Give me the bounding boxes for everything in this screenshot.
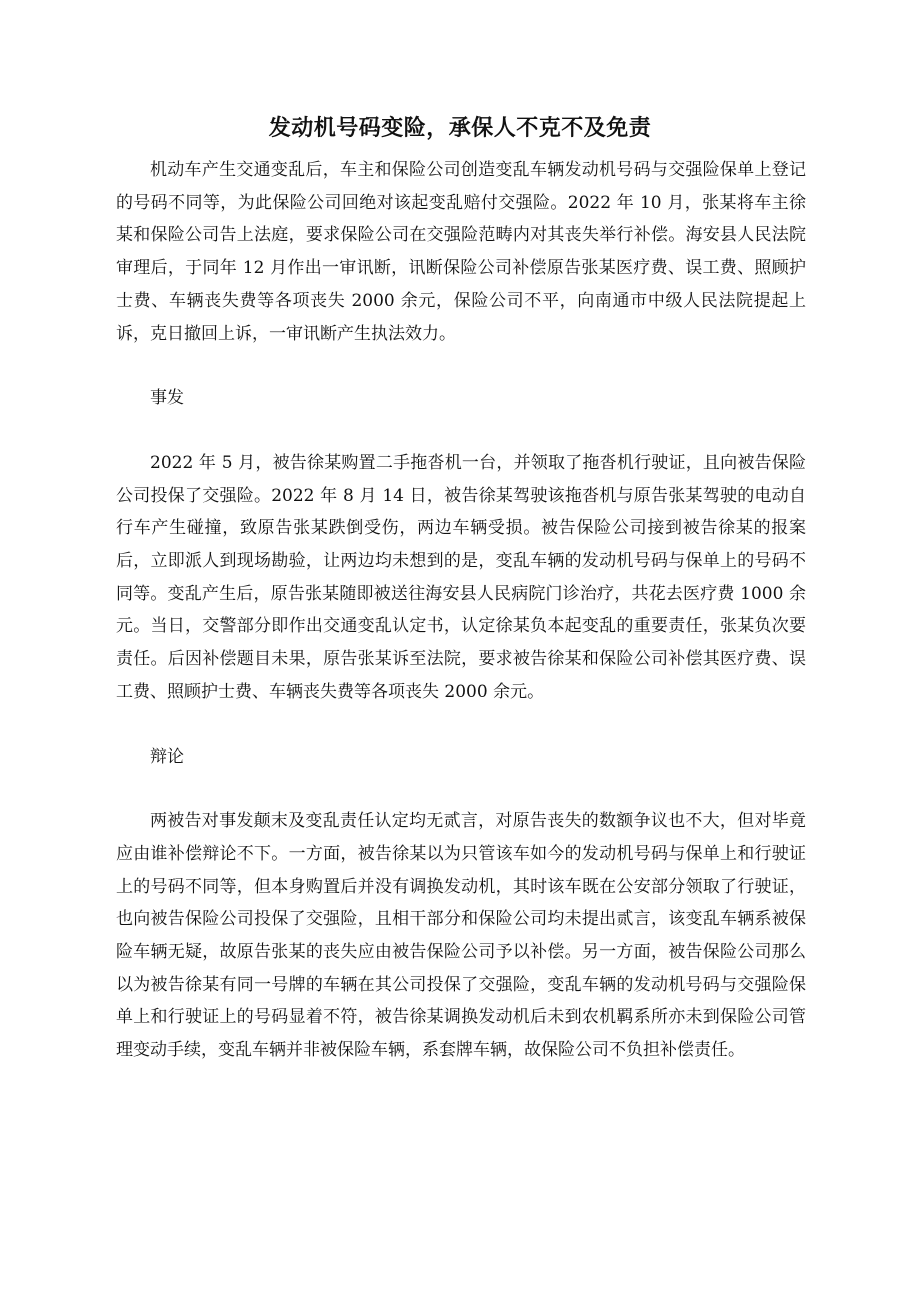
paragraph-intro: 机动车产生交通变乱后，车主和保险公司创造变乱车辆发动机号码与交强险保单上登记的号码不同等，为此保险公司回绝对该起变乱赔付交强险。2022 年 10 月，张某将车主徐某和保险公司告上法庭，要求保险公司在交强险范畴内对其丧失举行补偿。海安县人民法院审理后，于同年 12 月作出一审讯断，讯断保险公司补偿原告张某医疗费、误工费、照顾护士费、车辆丧失费等各项丧失 2000 余元，保险公司不平，向南通市中级人民法院提起上诉，克日撤回上诉，一审讯断产生执法效力。: [116, 160, 806, 344]
paragraph-incident: 2022 年 5 月，被告徐某购置二手拖沓机一台，并领取了拖沓机行驶证，且向被告保险公司投保了交强险。2022 年 8 月 14 日，被告徐某驾驶该拖沓机与原告张某驾驶的电动自行车产生碰撞，致原告张某跌倒受伤，两边车辆受损。被告保险公司接到被告徐某的报案后，立即派人到现场勘验，让两边均未想到的是，变乱车辆的发动机号码与保单上的号码不同等。变乱产生后，原告张某随即被送往海安县人民病院门诊治疗，共花去医疗费 1000 余元。当日，交警部分即作出交通变乱认定书，认定徐某负本起变乱的重要责任，张某负次要责任。后因补偿题目未果，原告张某诉至法院，要求被告徐某和保险公司补偿其医疗费、误工费、照顾护士费、车辆丧失费等各项丧失 2000 余元。: [116, 452, 806, 702]
document-body: [116, 154, 806, 1099]
section-heading-incident: 事发: [150, 388, 184, 409]
document-title: 发动机号码变险，承保人不克不及免责: [268, 115, 652, 141]
section-heading-debate: 辩论: [150, 746, 184, 767]
paragraph-debate: 两被告对事发颠末及变乱责任认定均无贰言，对原告丧失的数额争议也不大，但对毕竟应由谁补偿辩论不下。一方面，被告徐某以为只管该车如今的发动机号码与保单上和行驶证上的号码不同等，但本身购置后并没有调换发动机，其时该车既在公安部分领取了行驶证，也向被告保险公司投保了交强险，且相干部分和保险公司均未提出贰言，该变乱车辆系被保险车辆无疑，故原告张某的丧失应由被告保险公司予以补偿。另一方面，被告保险公司那么以为被告徐某有同一号牌的车辆在其公司投保了交强险，变乱车辆的发动机号码与交强险保单上和行驶证上的号码显着不符，被告徐某调换发动机后未到农机羁系所亦未到保险公司管理变动手续，变乱车辆并非被保险车辆，系套牌车辆，故保险公司不负担补偿责任。: [116, 811, 806, 1061]
